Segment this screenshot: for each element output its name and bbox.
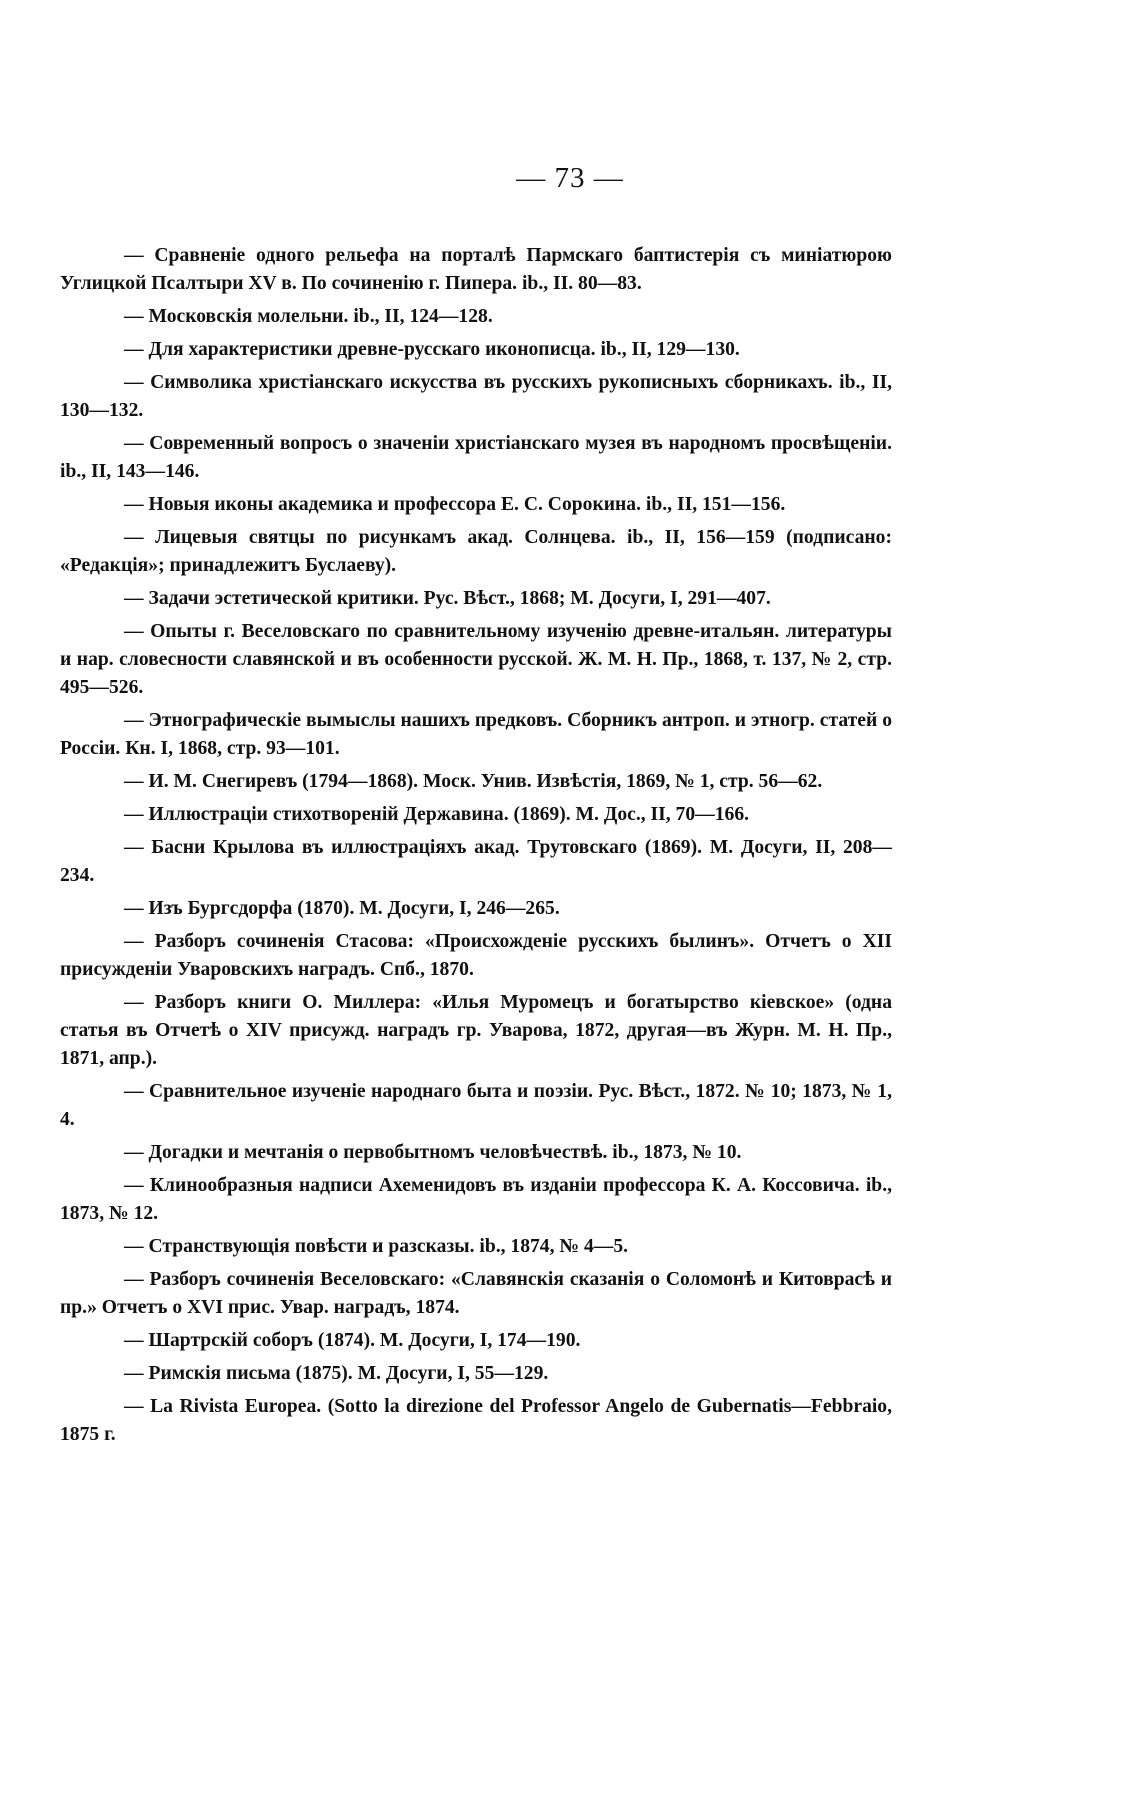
entry-7: — Лицевыя святцы по рисункамъ акад. Солнцева. ib., II, 156—159 (подписано: «Редакція»; принадлежитъ Буслаеву). <box>60 527 892 576</box>
entry-11: — И. М. Снегиревъ (1794—1868). Моск. Унив. Извѣстія, 1869, № 1, стр. 56—62. <box>124 771 823 792</box>
page-number: — 73 — <box>516 162 624 194</box>
entry-14: — Изъ Бургсдорфа (1870). М. Досуги, I, 246—265. <box>124 898 560 919</box>
entry-3: — Для характеристики древне-русскаго иконописца. ib., II, 129—130. <box>124 339 740 360</box>
entry-24: — La Rivista Europea. (Sotto la direzione del Professor Angelo de Gubernatis—Febbraio, 1875 г. <box>60 1396 892 1445</box>
bibliography-list <box>60 242 892 1454</box>
entry-1: — Сравненіе одного рельефа на порталѣ Пармскаго баптистерія съ миніатюрою Углицкой Псалтыри XV в. По сочиненію г. Пипера. ib., II. 80—83. <box>60 245 892 294</box>
entry-18: — Догадки и мечтанія о первобытномъ человѣчествѣ. ib., 1873, № 10. <box>124 1142 742 1163</box>
entry-8: — Задачи эстетической критики. Рус. Вѣст., 1868; М. Досуги, I, 291—407. <box>124 588 771 609</box>
entry-22: — Шартрскій соборъ (1874). М. Досуги, I, 174—190. <box>124 1330 581 1351</box>
entry-4: — Символика христіанскаго искусства въ русскихъ рукописныхъ сборникахъ. ib., II, 130—132. <box>60 372 892 421</box>
entry-19: — Клинообразныя надписи Ахеменидовъ въ изданіи профессора К. А. Коссовича. ib., 1873, № 12. <box>60 1175 892 1224</box>
entry-16: — Разборъ книги О. Миллера: «Илья Муромецъ и богатырство кіевское» (одна статья въ Отчетѣ о XIV присужд. наградъ гр. Уварова, 1872, другая—въ Журн. М. Н. Пр., 1871, апр.). <box>60 992 892 1069</box>
entry-17: — Сравнительное изученіе народнаго быта и поэзіи. Рус. Вѣст., 1872. № 10; 1873, № 1, 4. <box>60 1081 892 1130</box>
entry-23: — Римскія письма (1875). М. Досуги, I, 55—129. <box>124 1363 549 1384</box>
entry-9: — Опыты г. Веселовскаго по сравнительному изученію древне-итальян. литературы и нар. словесности славянской и въ особенности русской. Ж. М. Н. Пр., 1868, т. 137, № 2, стр. 495—526. <box>60 621 892 698</box>
entry-21: — Разборъ сочиненія Веселовскаго: «Славянскія сказанія о Соломонѣ и Китоврасѣ и пр.» Отчетъ о XVI прис. Увар. наградъ, 1874. <box>60 1269 892 1318</box>
entry-13: — Басни Крылова въ иллюстраціяхъ акад. Трутовскаго (1869). М. Досуги, II, 208—234. <box>60 837 892 886</box>
entry-6: — Новыя иконы академика и профессора Е. С. Сорокина. ib., II, 151—156. <box>124 494 786 515</box>
entry-12: — Иллюстраціи стихотвореній Державина. (1869). М. Дос., II, 70—166. <box>124 804 750 825</box>
entry-10: — Этнографическіе вымыслы нашихъ предковъ. Сборникъ антроп. и этногр. статей о Россіи. Кн. I, 1868, стр. 93—101. <box>60 710 892 759</box>
entry-2: — Московскія молельни. ib., II, 124—128. <box>124 306 493 327</box>
entry-5: — Современный вопросъ о значеніи христіанскаго музея въ народномъ просвѣщеніи. ib., II, 143—146. <box>60 433 892 482</box>
entry-20: — Странствующія повѣсти и разсказы. ib., 1874, № 4—5. <box>124 1236 629 1257</box>
entry-15: — Разборъ сочиненія Стасова: «Происхожденіе русскихъ былинъ». Отчетъ о XII присужденіи Уваровскихъ наградъ. Спб., 1870. <box>60 931 892 980</box>
